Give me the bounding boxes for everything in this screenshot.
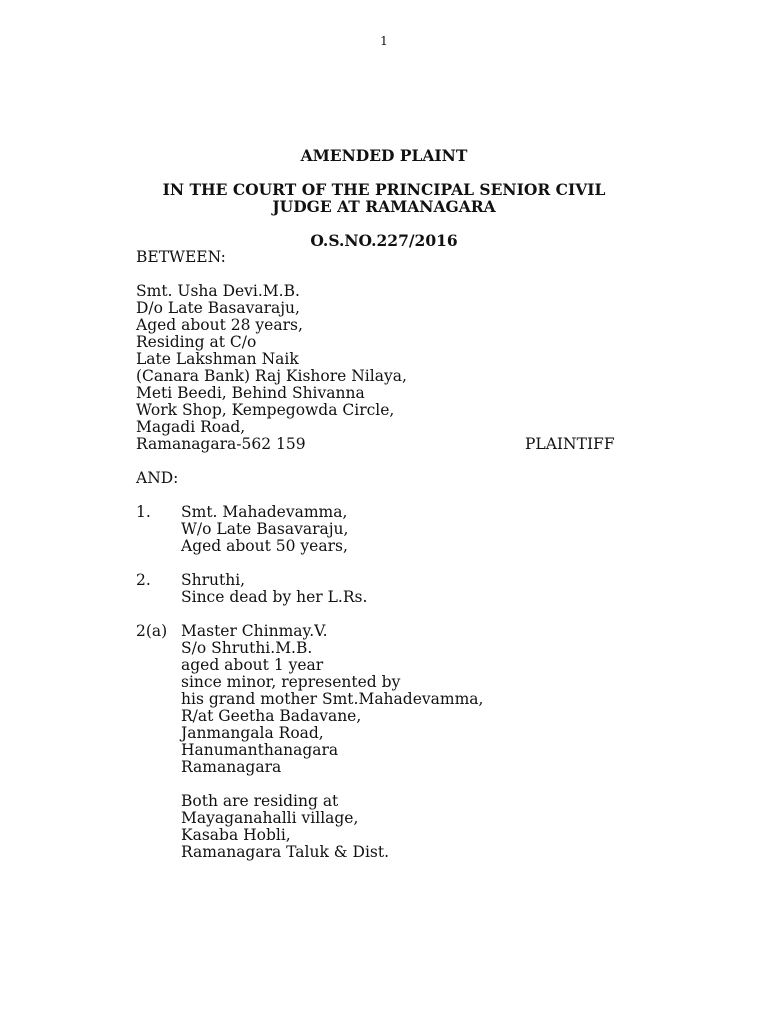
defendant-number: 2.	[136, 571, 151, 589]
plaintiff-line: Residing at C/o	[136, 333, 257, 351]
defendant-number: 2(a)	[136, 622, 168, 640]
defendant-line: Janmangala Road,	[181, 724, 324, 742]
case-number: O.S.NO.227/2016	[310, 231, 458, 250]
plaintiff-line: Magadi Road,	[136, 418, 246, 436]
defendant-line: Smt. Mahadevamma,	[181, 503, 348, 521]
plaintiff-line: Work Shop, Kempegowda Circle,	[136, 401, 395, 419]
plaintiff-line: Late Lakshman Naik	[136, 350, 299, 368]
defendant-line: his grand mother Smt.Mahadevamma,	[181, 690, 484, 708]
court-name-line-1: IN THE COURT OF THE PRINCIPAL SENIOR CIVIL	[162, 180, 606, 199]
defendant-line: aged about 1 year	[181, 656, 324, 674]
defendant-line: Since dead by her L.Rs.	[181, 588, 368, 606]
plaintiff-role: PLAINTIFF	[525, 435, 615, 453]
defendant-line: since minor, represented by	[181, 673, 401, 691]
defendant-line: Shruthi,	[181, 571, 246, 589]
plaintiff-line: Smt. Usha Devi.M.B.	[136, 282, 300, 300]
residence-line: Ramanagara Taluk & Dist.	[181, 843, 390, 861]
plaintiff-line: Ramanagara-562 159	[136, 435, 306, 453]
defendant-line: Aged about 50 years,	[181, 537, 348, 555]
and-label: AND:	[136, 469, 179, 487]
defendant-line: R/at Geetha Badavane,	[181, 707, 362, 725]
defendant-line: Ramanagara	[181, 758, 282, 776]
between-label: BETWEEN:	[136, 248, 226, 266]
document-title: AMENDED PLAINT	[300, 146, 468, 165]
plaintiff-line: (Canara Bank) Raj Kishore Nilaya,	[136, 367, 407, 385]
residence-line: Both are residing at	[181, 792, 339, 810]
defendant-line: Hanumanthanagara	[181, 741, 339, 759]
defendant-number: 1.	[136, 503, 151, 521]
residence-line: Mayaganahalli village,	[181, 809, 359, 827]
defendant-line: W/o Late Basavaraju,	[181, 520, 349, 538]
residence-line: Kasaba Hobli,	[181, 826, 291, 844]
plaintiff-line: Meti Beedi, Behind Shivanna	[136, 384, 365, 402]
plaintiff-line: Aged about 28 years,	[136, 316, 303, 334]
plaintiff-line: D/o Late Basavaraju,	[136, 299, 300, 317]
page-number: 1	[380, 34, 388, 48]
defendant-line: S/o Shruthi.M.B.	[181, 639, 313, 657]
court-name-line-2: JUDGE AT RAMANAGARA	[272, 197, 496, 216]
defendant-line: Master Chinmay.V.	[181, 622, 328, 640]
